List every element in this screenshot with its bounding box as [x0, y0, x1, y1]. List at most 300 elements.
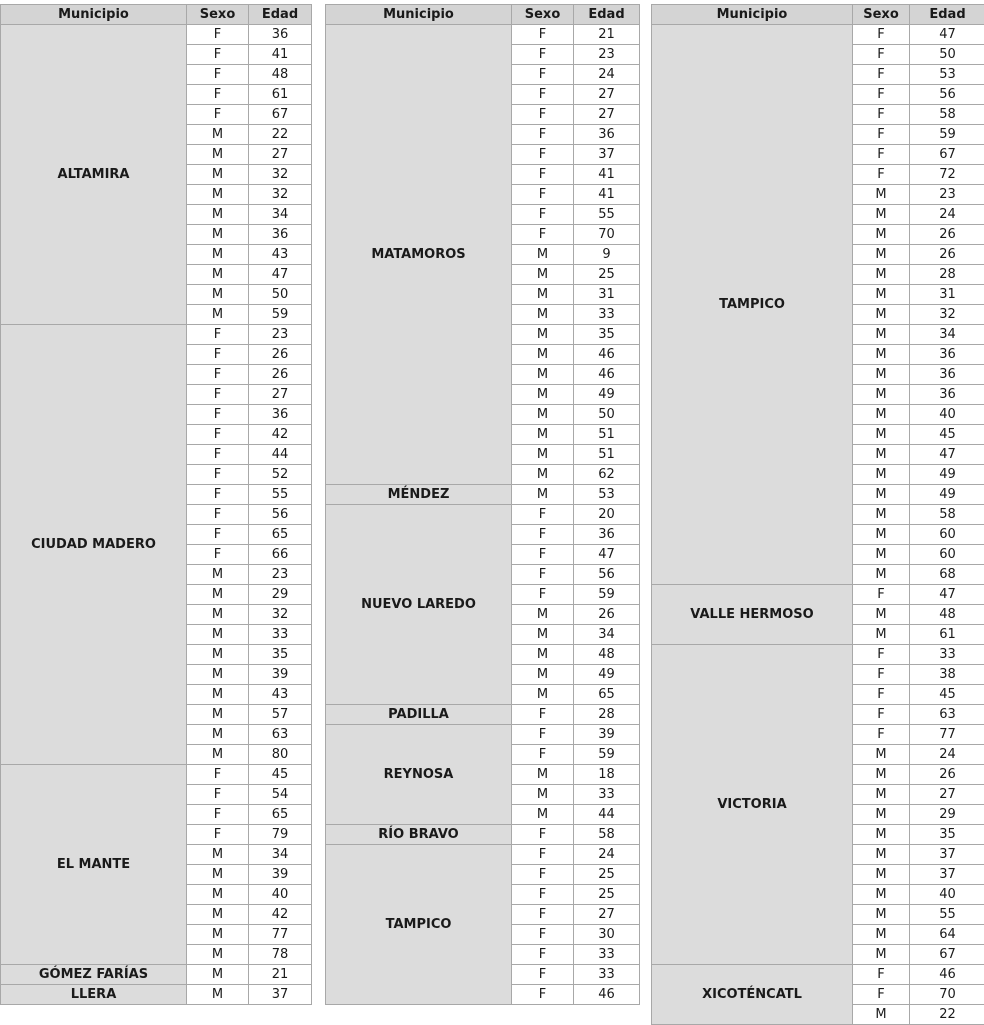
sexo-cell: M — [187, 625, 249, 645]
sexo-cell: F — [187, 25, 249, 45]
sexo-cell: F — [512, 585, 574, 605]
sexo-cell: F — [187, 445, 249, 465]
edad-cell: 46 — [574, 345, 640, 365]
edad-cell: 21 — [574, 25, 640, 45]
sexo-cell: M — [853, 785, 910, 805]
sexo-cell: F — [187, 345, 249, 365]
sexo-cell: F — [512, 845, 574, 865]
sexo-cell: M — [187, 285, 249, 305]
sexo-cell: M — [187, 205, 249, 225]
edad-cell: 28 — [574, 705, 640, 725]
edad-cell: 43 — [249, 245, 312, 265]
edad-cell: 37 — [249, 985, 312, 1005]
edad-cell: 62 — [574, 465, 640, 485]
sexo-cell: F — [512, 565, 574, 585]
edad-cell: 47 — [910, 445, 984, 465]
sexo-cell: F — [187, 805, 249, 825]
edad-cell: 56 — [910, 85, 984, 105]
sexo-cell: F — [512, 145, 574, 165]
edad-cell: 30 — [574, 925, 640, 945]
sexo-cell: M — [853, 185, 910, 205]
edad-cell: 31 — [574, 285, 640, 305]
sexo-cell: F — [853, 25, 910, 45]
edad-cell: 47 — [910, 585, 984, 605]
sexo-cell: M — [187, 585, 249, 605]
edad-cell: 27 — [574, 105, 640, 125]
table-row — [652, 645, 984, 665]
edad-cell: 59 — [910, 125, 984, 145]
sexo-cell: M — [853, 865, 910, 885]
edad-cell: 80 — [249, 745, 312, 765]
sexo-cell: F — [187, 325, 249, 345]
sexo-cell: M — [853, 365, 910, 385]
sexo-cell: F — [853, 145, 910, 165]
sexo-cell: F — [512, 105, 574, 125]
municipio-cell: GÓMEZ FARÍAS — [1, 965, 187, 985]
edad-cell: 29 — [910, 805, 984, 825]
sexo-cell: F — [187, 385, 249, 405]
table-row — [326, 485, 640, 505]
edad-cell: 45 — [910, 685, 984, 705]
edad-cell: 68 — [910, 565, 984, 585]
edad-cell: 27 — [910, 785, 984, 805]
sexo-cell: F — [187, 65, 249, 85]
sexo-cell: F — [187, 85, 249, 105]
sexo-cell: M — [187, 645, 249, 665]
sexo-cell: M — [853, 225, 910, 245]
sexo-cell: M — [853, 285, 910, 305]
sexo-cell: M — [512, 605, 574, 625]
edad-cell: 48 — [249, 65, 312, 85]
table-row — [1, 25, 312, 45]
edad-cell: 40 — [249, 885, 312, 905]
municipio-cell: VALLE HERMOSO — [652, 585, 853, 645]
sexo-cell: M — [853, 945, 910, 965]
edad-cell: 23 — [249, 325, 312, 345]
sexo-cell: M — [512, 405, 574, 425]
municipio-cell: VICTORIA — [652, 645, 853, 965]
sexo-cell: M — [187, 305, 249, 325]
edad-cell: 25 — [574, 265, 640, 285]
header-row — [326, 5, 640, 25]
sexo-cell: M — [187, 725, 249, 745]
sexo-cell: F — [187, 545, 249, 565]
sexo-header: Sexo — [853, 5, 910, 25]
sexo-cell: M — [187, 245, 249, 265]
edad-cell: 35 — [574, 325, 640, 345]
edad-cell: 44 — [249, 445, 312, 465]
sexo-cell: M — [187, 705, 249, 725]
data-table-3 — [651, 4, 984, 1025]
edad-cell: 27 — [249, 385, 312, 405]
sexo-cell: M — [512, 445, 574, 465]
edad-cell: 26 — [249, 345, 312, 365]
table-row — [652, 965, 984, 985]
municipio-cell: NUEVO LAREDO — [326, 505, 512, 705]
edad-cell: 48 — [574, 645, 640, 665]
sexo-cell: M — [512, 465, 574, 485]
sexo-cell: M — [187, 225, 249, 245]
edad-cell: 22 — [910, 1005, 984, 1025]
edad-cell: 58 — [910, 505, 984, 525]
municipio-cell: MATAMOROS — [326, 25, 512, 485]
sexo-cell: M — [187, 685, 249, 705]
edad-cell: 60 — [910, 525, 984, 545]
edad-cell: 58 — [574, 825, 640, 845]
municipio-table — [325, 4, 640, 1005]
municipio-cell: TAMPICO — [326, 845, 512, 1005]
edad-cell: 34 — [910, 325, 984, 345]
sexo-cell: M — [853, 405, 910, 425]
edad-cell: 38 — [910, 665, 984, 685]
sexo-cell: M — [187, 145, 249, 165]
sexo-cell: M — [187, 565, 249, 585]
edad-cell: 51 — [574, 425, 640, 445]
edad-cell: 26 — [910, 225, 984, 245]
edad-cell: 37 — [910, 865, 984, 885]
edad-cell: 41 — [574, 185, 640, 205]
edad-cell: 20 — [574, 505, 640, 525]
edad-cell: 46 — [574, 365, 640, 385]
edad-cell: 32 — [249, 165, 312, 185]
edad-cell: 36 — [249, 25, 312, 45]
header-row — [652, 5, 984, 25]
edad-cell: 35 — [910, 825, 984, 845]
sexo-cell: F — [853, 725, 910, 745]
sexo-cell: F — [512, 225, 574, 245]
sexo-cell: M — [187, 845, 249, 865]
sexo-cell: M — [853, 485, 910, 505]
edad-cell: 70 — [910, 985, 984, 1005]
edad-cell: 24 — [910, 205, 984, 225]
sexo-cell: F — [187, 405, 249, 425]
edad-cell: 59 — [574, 585, 640, 605]
table-row — [1, 325, 312, 345]
edad-cell: 65 — [574, 685, 640, 705]
sexo-cell: M — [853, 845, 910, 865]
edad-cell: 48 — [910, 605, 984, 625]
edad-cell: 39 — [249, 665, 312, 685]
table-row — [326, 505, 640, 525]
edad-cell: 63 — [910, 705, 984, 725]
municipio-cell: REYNOSA — [326, 725, 512, 825]
sexo-cell: F — [853, 105, 910, 125]
sexo-cell: M — [853, 205, 910, 225]
edad-cell: 60 — [910, 545, 984, 565]
table-row — [326, 705, 640, 725]
edad-cell: 9 — [574, 245, 640, 265]
edad-cell: 64 — [910, 925, 984, 945]
sexo-cell: M — [512, 685, 574, 705]
sexo-cell: M — [512, 785, 574, 805]
edad-cell: 33 — [574, 785, 640, 805]
sexo-cell: M — [853, 625, 910, 645]
sexo-cell: M — [853, 245, 910, 265]
edad-cell: 28 — [910, 265, 984, 285]
sexo-cell: F — [853, 685, 910, 705]
sexo-cell: F — [512, 985, 574, 1005]
sexo-cell: F — [187, 465, 249, 485]
edad-cell: 35 — [249, 645, 312, 665]
municipio-table — [0, 4, 312, 1005]
edad-cell: 42 — [249, 425, 312, 445]
sexo-cell: F — [187, 765, 249, 785]
edad-cell: 23 — [910, 185, 984, 205]
edad-cell: 37 — [574, 145, 640, 165]
sexo-cell: M — [512, 665, 574, 685]
edad-cell: 45 — [910, 425, 984, 445]
sexo-cell: F — [512, 725, 574, 745]
sexo-cell: M — [187, 865, 249, 885]
sexo-cell: M — [853, 925, 910, 945]
municipio-cell: TAMPICO — [652, 25, 853, 585]
sexo-cell: M — [512, 625, 574, 645]
sexo-cell: F — [512, 65, 574, 85]
edad-cell: 25 — [574, 865, 640, 885]
edad-cell: 59 — [249, 305, 312, 325]
data-table-2 — [325, 4, 640, 1005]
sexo-cell: M — [512, 385, 574, 405]
sexo-cell: F — [853, 85, 910, 105]
sexo-cell: M — [512, 345, 574, 365]
sexo-cell: F — [512, 25, 574, 45]
sexo-cell: F — [512, 745, 574, 765]
sexo-cell: M — [853, 305, 910, 325]
edad-cell: 70 — [574, 225, 640, 245]
sexo-cell: M — [853, 425, 910, 445]
table-row — [326, 825, 640, 845]
edad-cell: 45 — [249, 765, 312, 785]
data-table-1 — [0, 4, 312, 1005]
edad-cell: 53 — [574, 485, 640, 505]
sexo-cell: M — [853, 745, 910, 765]
edad-cell: 36 — [249, 405, 312, 425]
edad-cell: 50 — [910, 45, 984, 65]
sexo-cell: F — [187, 45, 249, 65]
edad-cell: 72 — [910, 165, 984, 185]
sexo-cell: F — [512, 965, 574, 985]
edad-cell: 77 — [249, 925, 312, 945]
sexo-cell: M — [187, 745, 249, 765]
edad-cell: 41 — [249, 45, 312, 65]
sexo-cell: M — [187, 605, 249, 625]
sexo-cell: M — [512, 805, 574, 825]
table-row — [326, 845, 640, 865]
sexo-header: Sexo — [512, 5, 574, 25]
table-row — [326, 725, 640, 745]
edad-cell: 33 — [574, 305, 640, 325]
sexo-cell: M — [853, 265, 910, 285]
edad-cell: 40 — [910, 885, 984, 905]
municipio-header: Municipio — [1, 5, 187, 25]
edad-cell: 66 — [249, 545, 312, 565]
sexo-header: Sexo — [187, 5, 249, 25]
edad-cell: 65 — [249, 525, 312, 545]
edad-cell: 23 — [574, 45, 640, 65]
sexo-cell: F — [512, 865, 574, 885]
sexo-cell: F — [512, 925, 574, 945]
sexo-cell: F — [853, 965, 910, 985]
sexo-cell: F — [512, 85, 574, 105]
sexo-cell: F — [512, 885, 574, 905]
edad-cell: 36 — [910, 345, 984, 365]
sexo-cell: F — [512, 945, 574, 965]
edad-cell: 26 — [910, 765, 984, 785]
edad-cell: 34 — [249, 205, 312, 225]
municipio-cell: EL MANTE — [1, 765, 187, 965]
edad-cell: 49 — [910, 485, 984, 505]
sexo-cell: F — [853, 645, 910, 665]
edad-cell: 26 — [574, 605, 640, 625]
edad-cell: 50 — [574, 405, 640, 425]
edad-cell: 61 — [249, 85, 312, 105]
table-row — [652, 25, 984, 45]
municipio-cell: CIUDAD MADERO — [1, 325, 187, 765]
edad-header: Edad — [249, 5, 312, 25]
edad-cell: 46 — [910, 965, 984, 985]
edad-cell: 51 — [574, 445, 640, 465]
edad-cell: 37 — [910, 845, 984, 865]
edad-cell: 67 — [910, 145, 984, 165]
sexo-cell: M — [187, 985, 249, 1005]
edad-cell: 67 — [249, 105, 312, 125]
edad-cell: 77 — [910, 725, 984, 745]
edad-cell: 33 — [574, 945, 640, 965]
edad-cell: 65 — [249, 805, 312, 825]
sexo-cell: M — [512, 645, 574, 665]
sexo-cell: F — [187, 425, 249, 445]
sexo-cell: M — [853, 565, 910, 585]
sexo-cell: M — [853, 605, 910, 625]
sexo-cell: M — [853, 325, 910, 345]
sexo-cell: F — [853, 125, 910, 145]
edad-cell: 42 — [249, 905, 312, 925]
edad-cell: 34 — [249, 845, 312, 865]
edad-cell: 26 — [249, 365, 312, 385]
sexo-cell: F — [187, 825, 249, 845]
sexo-cell: M — [512, 325, 574, 345]
sexo-cell: M — [853, 525, 910, 545]
edad-cell: 40 — [910, 405, 984, 425]
edad-cell: 49 — [574, 385, 640, 405]
sexo-cell: M — [187, 165, 249, 185]
municipio-cell: LLERA — [1, 985, 187, 1005]
municipio-header: Municipio — [326, 5, 512, 25]
sexo-cell: F — [512, 505, 574, 525]
edad-cell: 57 — [249, 705, 312, 725]
edad-cell: 36 — [910, 385, 984, 405]
sexo-cell: M — [187, 125, 249, 145]
edad-cell: 25 — [574, 885, 640, 905]
municipio-cell: PADILLA — [326, 705, 512, 725]
edad-cell: 55 — [249, 485, 312, 505]
sexo-cell: F — [853, 985, 910, 1005]
edad-cell: 49 — [910, 465, 984, 485]
edad-cell: 44 — [574, 805, 640, 825]
sexo-cell: F — [187, 365, 249, 385]
edad-cell: 39 — [574, 725, 640, 745]
sexo-cell: M — [853, 505, 910, 525]
sexo-cell: M — [512, 245, 574, 265]
municipio-header: Municipio — [652, 5, 853, 25]
edad-cell: 32 — [249, 185, 312, 205]
municipio-cell: XICOTÉNCATL — [652, 965, 853, 1025]
edad-header: Edad — [574, 5, 640, 25]
edad-cell: 21 — [249, 965, 312, 985]
edad-header: Edad — [910, 5, 984, 25]
edad-cell: 36 — [910, 365, 984, 385]
sexo-cell: F — [512, 185, 574, 205]
edad-cell: 54 — [249, 785, 312, 805]
edad-cell: 67 — [910, 945, 984, 965]
edad-cell: 27 — [249, 145, 312, 165]
sexo-cell: M — [853, 465, 910, 485]
edad-cell: 29 — [249, 585, 312, 605]
municipio-cell: ALTAMIRA — [1, 25, 187, 325]
sexo-cell: F — [187, 485, 249, 505]
edad-cell: 33 — [574, 965, 640, 985]
sexo-cell: F — [512, 905, 574, 925]
sexo-cell: F — [853, 165, 910, 185]
edad-cell: 34 — [574, 625, 640, 645]
sexo-cell: F — [512, 45, 574, 65]
sexo-cell: M — [853, 905, 910, 925]
sexo-cell: M — [512, 485, 574, 505]
sexo-cell: M — [853, 385, 910, 405]
sexo-cell: M — [853, 345, 910, 365]
sexo-cell: M — [853, 805, 910, 825]
edad-cell: 32 — [249, 605, 312, 625]
table-row — [1, 985, 312, 1005]
edad-cell: 27 — [574, 905, 640, 925]
edad-cell: 33 — [910, 645, 984, 665]
edad-cell: 56 — [249, 505, 312, 525]
sexo-cell: F — [512, 205, 574, 225]
edad-cell: 43 — [249, 685, 312, 705]
sexo-cell: M — [512, 285, 574, 305]
sexo-cell: F — [187, 525, 249, 545]
edad-cell: 79 — [249, 825, 312, 845]
edad-cell: 41 — [574, 165, 640, 185]
sexo-cell: M — [187, 185, 249, 205]
sexo-cell: F — [853, 665, 910, 685]
sexo-cell: M — [512, 765, 574, 785]
edad-cell: 36 — [574, 525, 640, 545]
sexo-cell: F — [187, 785, 249, 805]
edad-cell: 24 — [910, 745, 984, 765]
edad-cell: 78 — [249, 945, 312, 965]
sexo-cell: F — [853, 705, 910, 725]
sexo-cell: F — [853, 45, 910, 65]
edad-cell: 36 — [574, 125, 640, 145]
edad-cell: 18 — [574, 765, 640, 785]
edad-cell: 63 — [249, 725, 312, 745]
edad-cell: 53 — [910, 65, 984, 85]
sexo-cell: F — [512, 545, 574, 565]
edad-cell: 59 — [574, 745, 640, 765]
edad-cell: 49 — [574, 665, 640, 685]
edad-cell: 36 — [249, 225, 312, 245]
sexo-cell: M — [187, 665, 249, 685]
sexo-cell: M — [512, 265, 574, 285]
edad-cell: 56 — [574, 565, 640, 585]
municipio-cell: MÉNDEZ — [326, 485, 512, 505]
sexo-cell: M — [187, 885, 249, 905]
sexo-cell: M — [187, 265, 249, 285]
sexo-cell: F — [512, 525, 574, 545]
sexo-cell: F — [512, 165, 574, 185]
edad-cell: 52 — [249, 465, 312, 485]
